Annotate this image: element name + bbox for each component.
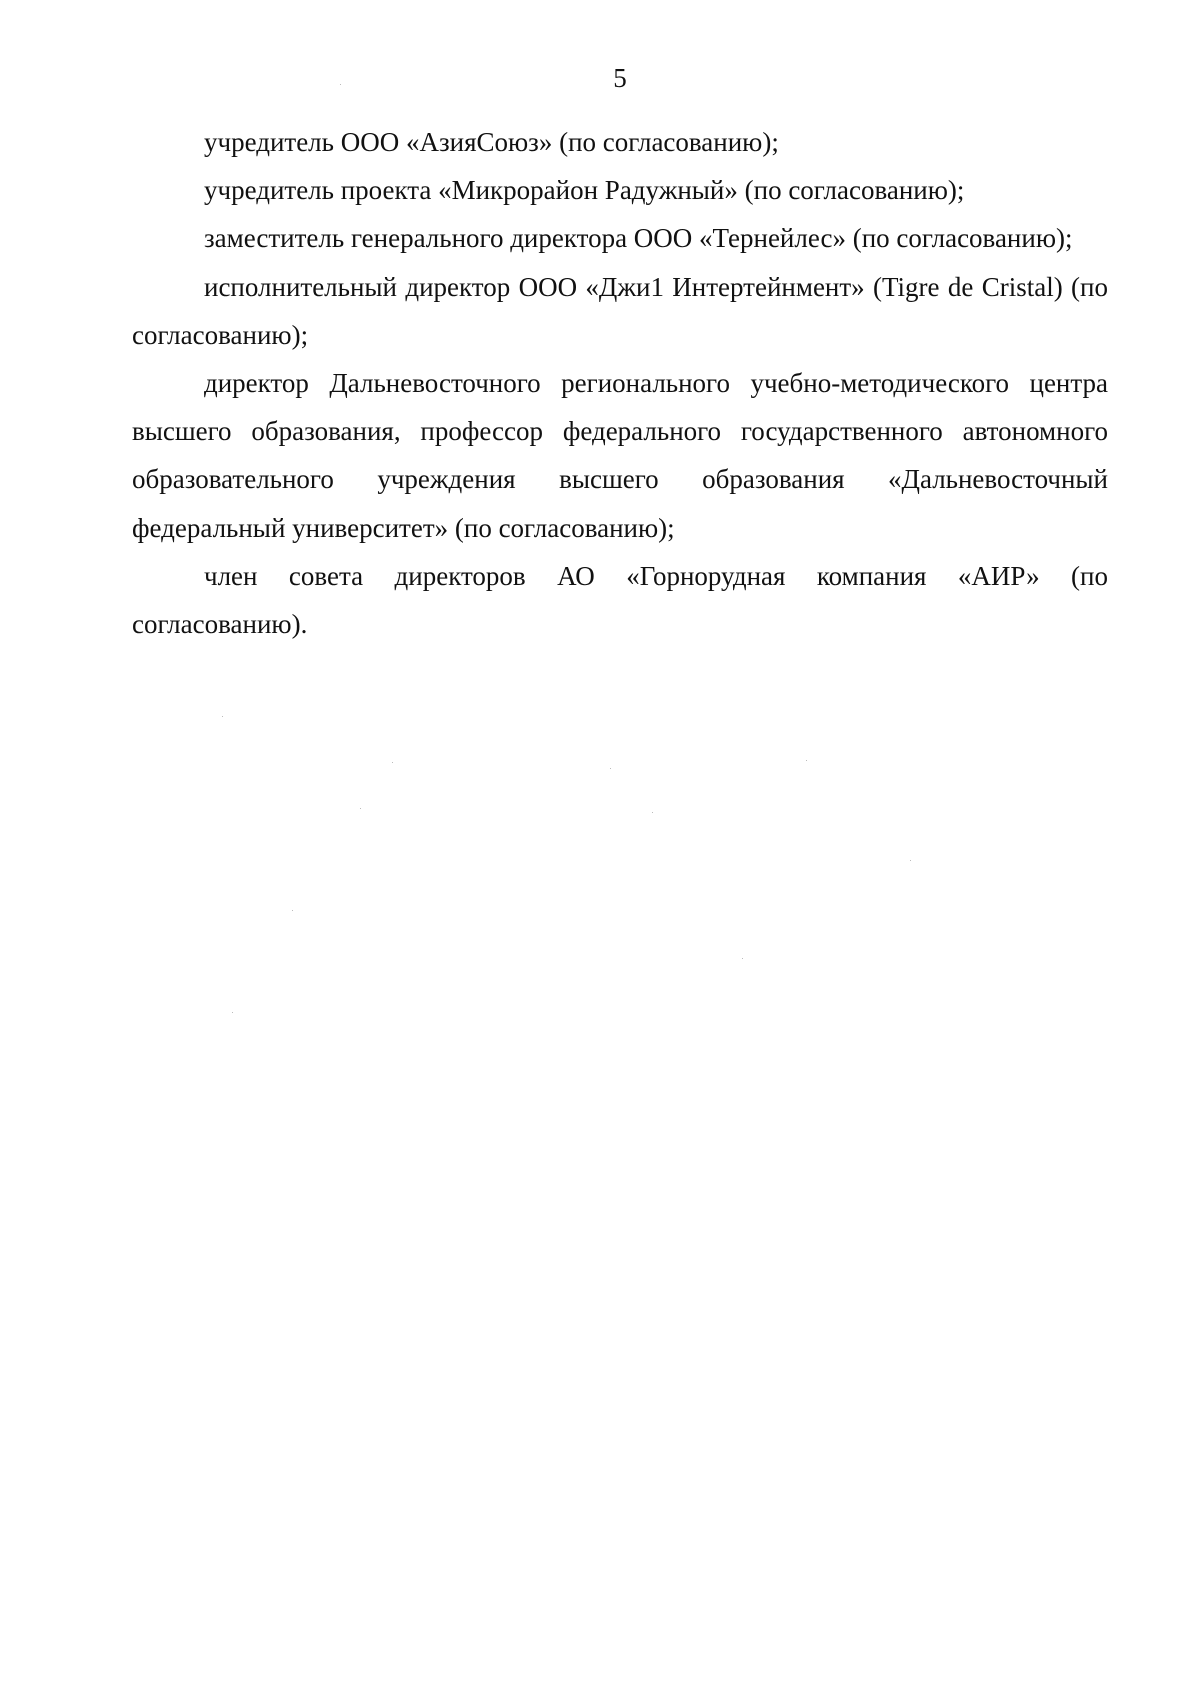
scan-speck xyxy=(360,808,361,809)
list-item: учредитель ООО «АзияСоюз» (по согласованию); xyxy=(204,127,779,157)
scan-speck xyxy=(292,910,293,911)
scan-speck xyxy=(652,812,653,813)
scan-speck xyxy=(340,84,341,85)
scan-speck xyxy=(392,762,393,763)
list-item: директор Дальневосточного регионального учебно-методического центра высшего образования, профессор федерального государственного автономного образовательного учреждения высшего образования «Дальневосточный федеральный университет» (по согласованию); xyxy=(132,368,1108,543)
scan-speck xyxy=(806,760,807,761)
scan-speck xyxy=(910,860,911,861)
list-item: исполнительный директор ООО «Джи1 Интертейнмент» (Tigre de Cristal) (по согласованию); xyxy=(132,271,1108,350)
list-item: учредитель проекта «Микрорайон Радужный» (по согласованию); xyxy=(204,175,965,206)
member-list xyxy=(132,118,1108,648)
scan-speck xyxy=(610,768,611,769)
page-number: 5 xyxy=(613,63,627,93)
scan-speck xyxy=(222,716,223,717)
list-item: член совета директоров АО «Горнорудная компания «АИР» (по согласованию). xyxy=(132,560,1108,640)
scan-speck xyxy=(742,958,743,959)
scan-speck xyxy=(232,1012,233,1013)
list-item: заместитель генерального директора ООО «Тернейлес» (по согласованию); xyxy=(204,223,1073,254)
